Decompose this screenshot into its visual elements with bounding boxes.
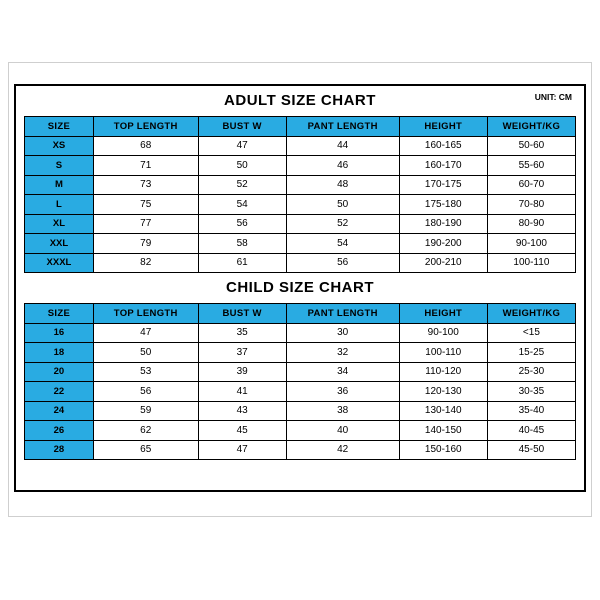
adult-weight-value: 100-110 bbox=[487, 253, 575, 273]
adult-chart-title: ADULT SIZE CHART bbox=[224, 92, 376, 109]
unit-label: UNIT: CM bbox=[534, 92, 572, 102]
adult-weight-value: 90-100 bbox=[487, 234, 575, 254]
adult-height-value: 160-170 bbox=[399, 156, 487, 176]
child-height-value: 90-100 bbox=[399, 323, 487, 343]
adult-bust-value: 54 bbox=[198, 195, 286, 215]
child-top-length-value: 53 bbox=[93, 362, 198, 382]
adult-pant-length-value: 52 bbox=[286, 214, 399, 234]
adult-size-value: XXL bbox=[25, 234, 94, 254]
child-size-value: 24 bbox=[25, 401, 94, 421]
child-height-value: 150-160 bbox=[399, 440, 487, 460]
adult-bust-value: 58 bbox=[198, 234, 286, 254]
adult-size-table bbox=[24, 116, 576, 273]
adult-size-value: XS bbox=[25, 136, 94, 156]
adult-top-length-value: 82 bbox=[93, 253, 198, 273]
table-row bbox=[25, 136, 576, 156]
child-size-value: 18 bbox=[25, 343, 94, 363]
child-pant-length-value: 32 bbox=[286, 343, 399, 363]
adult-weight-value: 70-80 bbox=[487, 195, 575, 215]
adult-pant-length-value: 50 bbox=[286, 195, 399, 215]
child-size-value: 26 bbox=[25, 421, 94, 441]
child-title-row bbox=[24, 273, 576, 303]
child-top-length-value: 59 bbox=[93, 401, 198, 421]
table-row bbox=[25, 401, 576, 421]
table-row bbox=[25, 234, 576, 254]
adult-weight-value: 80-90 bbox=[487, 214, 575, 234]
adult-top-length-value: 75 bbox=[93, 195, 198, 215]
child-height-value: 130-140 bbox=[399, 401, 487, 421]
adult-bust-value: 61 bbox=[198, 253, 286, 273]
table-row bbox=[25, 421, 576, 441]
table-row bbox=[25, 382, 576, 402]
adult-weight-value: 60-70 bbox=[487, 175, 575, 195]
adult-size-value: L bbox=[25, 195, 94, 215]
adult-top-length-value: 73 bbox=[93, 175, 198, 195]
adult-top-length-value: 71 bbox=[93, 156, 198, 176]
adult-top-length-value: 68 bbox=[93, 136, 198, 156]
child-chart-title: CHILD SIZE CHART bbox=[226, 279, 374, 296]
child-pant-length-value: 30 bbox=[286, 323, 399, 343]
child-bust-value: 47 bbox=[198, 440, 286, 460]
child-top-length-value: 65 bbox=[93, 440, 198, 460]
adult-top-length-value: 79 bbox=[93, 234, 198, 254]
adult-title-row bbox=[24, 86, 576, 116]
bottom-spacer bbox=[24, 460, 576, 472]
adult-col-size: SIZE bbox=[25, 117, 94, 137]
adult-bust-value: 56 bbox=[198, 214, 286, 234]
table-row bbox=[25, 323, 576, 343]
child-bust-value: 37 bbox=[198, 343, 286, 363]
child-top-length-value: 56 bbox=[93, 382, 198, 402]
child-col-weight: WEIGHT/KG bbox=[487, 304, 575, 324]
child-col-pant-length: PANT LENGTH bbox=[286, 304, 399, 324]
child-bust-value: 41 bbox=[198, 382, 286, 402]
child-height-value: 110-120 bbox=[399, 362, 487, 382]
adult-pant-length-value: 48 bbox=[286, 175, 399, 195]
adult-bust-value: 52 bbox=[198, 175, 286, 195]
child-bust-value: 43 bbox=[198, 401, 286, 421]
child-pant-length-value: 42 bbox=[286, 440, 399, 460]
child-pant-length-value: 40 bbox=[286, 421, 399, 441]
child-top-length-value: 62 bbox=[93, 421, 198, 441]
adult-col-bust-w: BUST W bbox=[198, 117, 286, 137]
child-top-length-value: 47 bbox=[93, 323, 198, 343]
child-col-size: SIZE bbox=[25, 304, 94, 324]
child-size-table bbox=[24, 303, 576, 460]
child-col-height: HEIGHT bbox=[399, 304, 487, 324]
child-table-header-row bbox=[25, 304, 576, 324]
table-row bbox=[25, 362, 576, 382]
adult-weight-value: 55-60 bbox=[487, 156, 575, 176]
size-chart-container bbox=[14, 84, 586, 492]
table-row bbox=[25, 214, 576, 234]
table-row bbox=[25, 343, 576, 363]
adult-table-header-row bbox=[25, 117, 576, 137]
child-size-value: 20 bbox=[25, 362, 94, 382]
adult-size-value: XXXL bbox=[25, 253, 94, 273]
child-pant-length-value: 34 bbox=[286, 362, 399, 382]
child-height-value: 140-150 bbox=[399, 421, 487, 441]
adult-size-value: XL bbox=[25, 214, 94, 234]
adult-size-value: M bbox=[25, 175, 94, 195]
child-size-value: 16 bbox=[25, 323, 94, 343]
child-size-value: 22 bbox=[25, 382, 94, 402]
table-row bbox=[25, 253, 576, 273]
table-row bbox=[25, 156, 576, 176]
adult-height-value: 180-190 bbox=[399, 214, 487, 234]
adult-size-value: S bbox=[25, 156, 94, 176]
child-bust-value: 39 bbox=[198, 362, 286, 382]
child-weight-value: 35-40 bbox=[487, 401, 575, 421]
adult-col-weight: WEIGHT/KG bbox=[487, 117, 575, 137]
child-col-bust-w: BUST W bbox=[198, 304, 286, 324]
adult-pant-length-value: 54 bbox=[286, 234, 399, 254]
adult-pant-length-value: 44 bbox=[286, 136, 399, 156]
table-row bbox=[25, 195, 576, 215]
child-pant-length-value: 38 bbox=[286, 401, 399, 421]
adult-bust-value: 47 bbox=[198, 136, 286, 156]
adult-col-height: HEIGHT bbox=[399, 117, 487, 137]
child-height-value: 120-130 bbox=[399, 382, 487, 402]
adult-pant-length-value: 56 bbox=[286, 253, 399, 273]
table-row bbox=[25, 175, 576, 195]
child-weight-value: 40-45 bbox=[487, 421, 575, 441]
adult-height-value: 200-210 bbox=[399, 253, 487, 273]
child-weight-value: 45-50 bbox=[487, 440, 575, 460]
child-bust-value: 35 bbox=[198, 323, 286, 343]
child-weight-value: 30-35 bbox=[487, 382, 575, 402]
child-bust-value: 45 bbox=[198, 421, 286, 441]
child-pant-length-value: 36 bbox=[286, 382, 399, 402]
child-weight-value: 25-30 bbox=[487, 362, 575, 382]
adult-height-value: 170-175 bbox=[399, 175, 487, 195]
adult-top-length-value: 77 bbox=[93, 214, 198, 234]
table-row bbox=[25, 440, 576, 460]
child-weight-value: 15-25 bbox=[487, 343, 575, 363]
child-size-section bbox=[16, 273, 584, 472]
adult-bust-value: 50 bbox=[198, 156, 286, 176]
adult-size-section bbox=[16, 86, 584, 273]
child-height-value: 100-110 bbox=[399, 343, 487, 363]
adult-height-value: 175-180 bbox=[399, 195, 487, 215]
adult-height-value: 190-200 bbox=[399, 234, 487, 254]
adult-col-top-length: TOP LENGTH bbox=[93, 117, 198, 137]
child-weight-value: <15 bbox=[487, 323, 575, 343]
adult-pant-length-value: 46 bbox=[286, 156, 399, 176]
adult-col-pant-length: PANT LENGTH bbox=[286, 117, 399, 137]
child-col-top-length: TOP LENGTH bbox=[93, 304, 198, 324]
child-top-length-value: 50 bbox=[93, 343, 198, 363]
child-size-value: 28 bbox=[25, 440, 94, 460]
adult-weight-value: 50-60 bbox=[487, 136, 575, 156]
adult-height-value: 160-165 bbox=[399, 136, 487, 156]
